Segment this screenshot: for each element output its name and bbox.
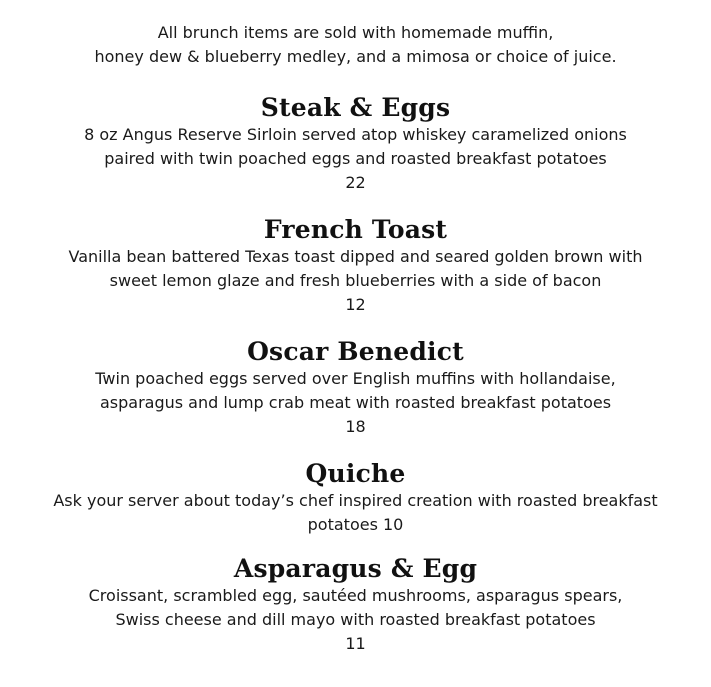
item-description-line-1: Ask your server about today’s chef inspired creation with roasted breakfast — [53, 491, 658, 510]
intro-line-1: All brunch items are sold with homemade muffin, — [157, 23, 554, 42]
item-title: Quiche — [305, 459, 406, 488]
menu-item-asparagus-and-egg — [0, 554, 711, 656]
item-price: 11 — [345, 634, 366, 653]
menu-item-steak-and-eggs — [0, 93, 711, 195]
item-description-line-1: Twin poached eggs served over English muffins with hollandaise, — [95, 369, 616, 388]
menu-item-oscar-benedict — [0, 337, 711, 439]
item-title: French Toast — [263, 215, 448, 244]
menu-item-french-toast — [0, 215, 711, 317]
item-description-line-1: 8 oz Angus Reserve Sirloin served atop whiskey caramelized onions — [84, 125, 627, 144]
intro-line-2: honey dew & blueberry medley, and a mimosa or choice of juice. — [94, 47, 617, 66]
item-description-line-2-with-price: potatoes 10 — [307, 515, 404, 534]
item-description-line-2: asparagus and lump crab meat with roasted breakfast potatoes — [99, 393, 612, 412]
item-description-line-2: paired with twin poached eggs and roasted breakfast potatoes — [104, 149, 607, 168]
item-description-line-2: Swiss cheese and dill mayo with roasted breakfast potatoes — [115, 610, 596, 629]
item-description-line-1: Vanilla bean battered Texas toast dipped and seared golden brown with — [68, 247, 643, 266]
menu-intro — [0, 21, 711, 69]
item-title: Asparagus & Egg — [233, 554, 478, 583]
item-price: 18 — [345, 417, 366, 436]
item-price: 12 — [345, 295, 366, 314]
item-price: 22 — [345, 173, 366, 192]
item-description-line-2: sweet lemon glaze and fresh blueberries with a side of bacon — [109, 271, 602, 290]
item-title: Steak & Eggs — [260, 93, 451, 122]
item-title: Oscar Benedict — [247, 337, 464, 366]
menu-item-quiche — [0, 459, 711, 537]
item-description-line-1: Croissant, scrambled egg, sautéed mushrooms, asparagus spears, — [88, 586, 623, 605]
